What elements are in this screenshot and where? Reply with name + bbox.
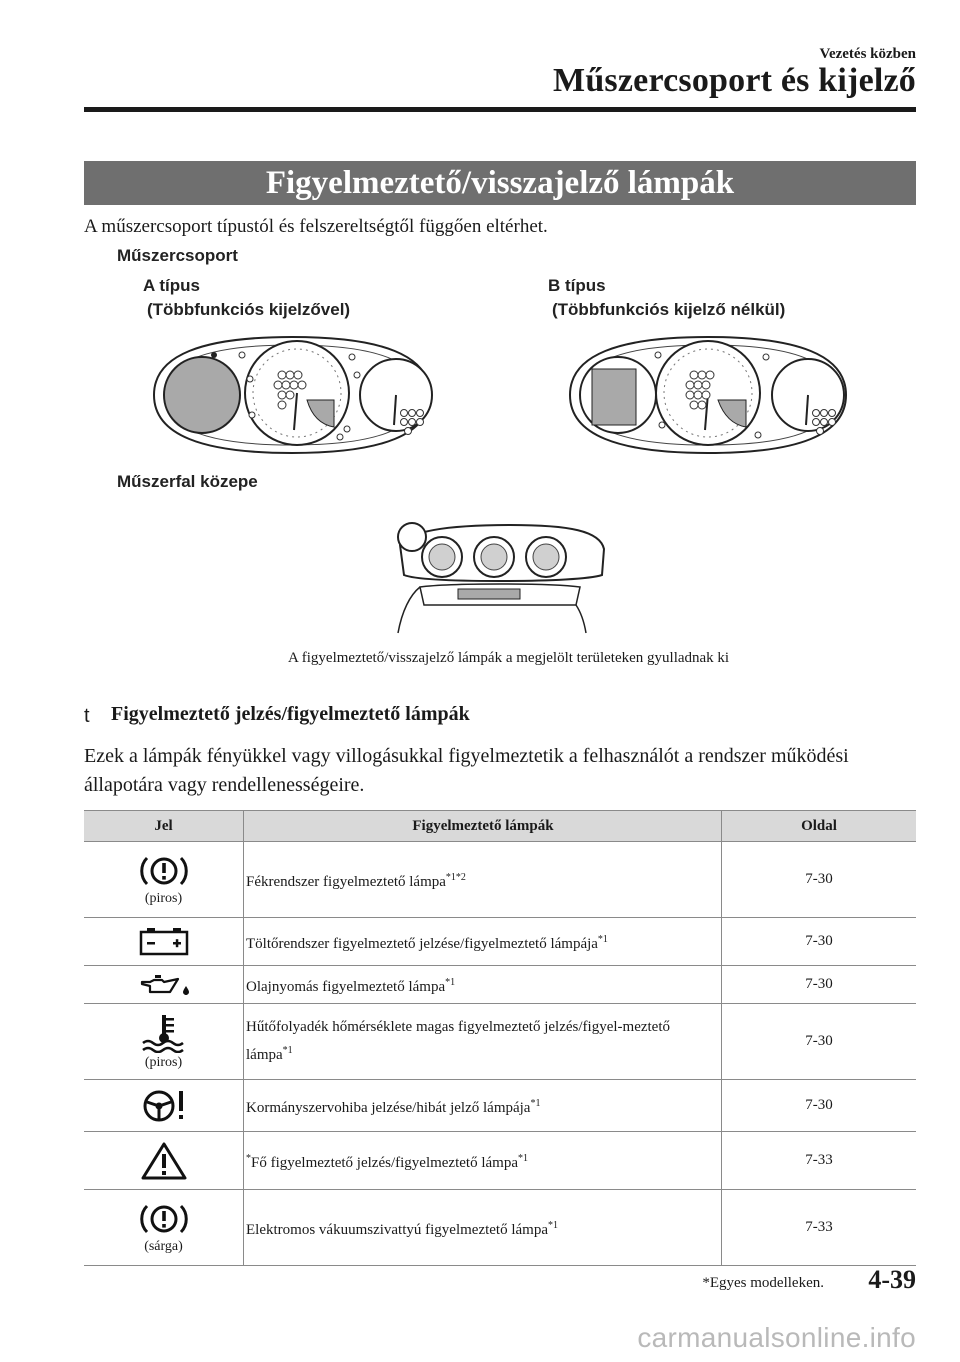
footnote-ref: *1 — [282, 1045, 293, 1056]
symbol-cell — [84, 1132, 244, 1190]
lamp-name: Hűtőfolyadék hőmérséklete magas figyelmeztető jelzés/figyel-meztető lámpa — [246, 1019, 670, 1063]
lamp-name: Olajnyomás figyelmeztető lámpa — [246, 978, 446, 995]
running-header-chapter: Műszercsoport és kijelző — [553, 62, 916, 99]
power-steering-icon — [139, 1088, 189, 1124]
center-panel-illustration — [380, 515, 620, 635]
lamp-name-cell — [244, 966, 722, 1004]
symbol-cell — [84, 842, 244, 918]
center-panel-label: Műszerfal közepe — [117, 472, 258, 491]
table-row — [84, 842, 916, 918]
footnote-ref: *1 — [445, 976, 456, 988]
footnote: *Egyes modelleken. — [702, 1275, 824, 1291]
symbol-cell — [84, 1004, 244, 1080]
type-a-sub-label: (Többfunkciós kijelzővel) — [147, 300, 351, 319]
lamp-name: Elektromos vákuumszivattyú figyelmeztető lámpa — [246, 1221, 548, 1238]
battery-icon — [137, 926, 191, 958]
table-row — [84, 918, 916, 966]
table-row — [84, 966, 916, 1004]
symbol-color-note: (piros) — [144, 1054, 183, 1070]
lamp-name: Kormányszervohiba jelzése/hibát jelző lámpája — [246, 1099, 531, 1116]
figure-caption: A figyelmeztető/visszajelző lámpák a megjelölt területeken gyulladnak ki — [288, 650, 730, 666]
cluster-label: Műszercsoport — [117, 246, 238, 265]
lamp-name-cell — [244, 1132, 722, 1190]
lamp-name-cell — [244, 1004, 722, 1080]
footnote-ref: *1 — [548, 1219, 558, 1231]
brake-warning-icon — [137, 853, 191, 889]
section-title: Figyelmeztető jelzés/figyelmeztető lámpák — [111, 703, 470, 725]
column-header-symbol: Jel — [84, 811, 244, 842]
footnote-ref: *1 — [530, 1097, 541, 1109]
header-rule — [84, 107, 916, 112]
type-a-label: A típus — [143, 276, 200, 295]
footnote-prefix: * — [246, 1152, 251, 1164]
page-cell: 7-33 — [722, 1132, 917, 1190]
section-body: Ezek a lámpák fényükkel vagy villogásukkal figyelmeztetik a felhasználót a rendszer működési állapotára vagy rendellenességeire. — [84, 745, 849, 796]
running-header-section: Vezetés közben — [819, 46, 916, 62]
table-header-row — [84, 811, 916, 842]
table-row — [84, 1080, 916, 1132]
page-cell: 7-30 — [722, 918, 917, 966]
lamp-name: Fő figyelmeztető jelzés/figyelmeztető lámpa — [251, 1154, 518, 1171]
master-warning-icon — [139, 1140, 189, 1182]
page-cell: 7-30 — [722, 966, 917, 1004]
table-row — [84, 1004, 916, 1080]
column-header-page: Oldal — [722, 811, 917, 842]
footnote-ref: *1*2 — [445, 871, 466, 883]
symbol-color-note: (piros) — [144, 890, 183, 906]
table-row — [84, 1190, 916, 1266]
lamp-name: Fékrendszer figyelmeztető lámpa — [246, 873, 446, 890]
lamp-name: Töltőrendszer figyelmeztető jelzése/figyelmeztető lámpája — [246, 935, 598, 952]
cluster-type-a-illustration — [142, 325, 442, 465]
type-b-sub-label: (Többfunkciós kijelző nélkül) — [552, 300, 786, 319]
section-banner: Figyelmeztető/visszajelző lámpák — [84, 161, 916, 205]
lamp-name-cell — [244, 918, 722, 966]
page-cell: 7-30 — [722, 1004, 917, 1080]
footnote-ref: *1 — [517, 1152, 528, 1164]
symbol-cell — [84, 1190, 244, 1266]
page-cell: 7-30 — [722, 842, 917, 918]
vacuum-pump-warning-icon — [137, 1201, 191, 1237]
intro-text: A műszercsoport típustól és felszereltségtől függően eltérhet. — [84, 216, 548, 237]
coolant-temperature-icon — [139, 1013, 189, 1053]
section-bullet: t — [84, 705, 90, 727]
lamp-name-cell — [244, 842, 722, 918]
type-b-label: B típus — [548, 276, 606, 295]
cluster-type-b-illustration — [558, 325, 858, 465]
lamp-name-cell — [244, 1190, 722, 1266]
page-cell: 7-33 — [722, 1190, 917, 1266]
column-header-lamps: Figyelmeztető lámpák — [244, 811, 722, 842]
symbol-cell — [84, 1080, 244, 1132]
footnote-ref: *1 — [597, 933, 608, 945]
symbol-cell — [84, 966, 244, 1004]
symbol-cell — [84, 918, 244, 966]
table-row — [84, 1132, 916, 1190]
watermark: carmanualsonline.info — [637, 1322, 916, 1353]
warning-lamps-table — [84, 810, 916, 1266]
lamp-name-cell — [244, 1080, 722, 1132]
symbol-color-note: (sárga) — [144, 1238, 183, 1254]
page-number: 4-39 — [868, 1265, 916, 1294]
page-cell: 7-30 — [722, 1080, 917, 1132]
oil-can-icon — [134, 972, 194, 998]
